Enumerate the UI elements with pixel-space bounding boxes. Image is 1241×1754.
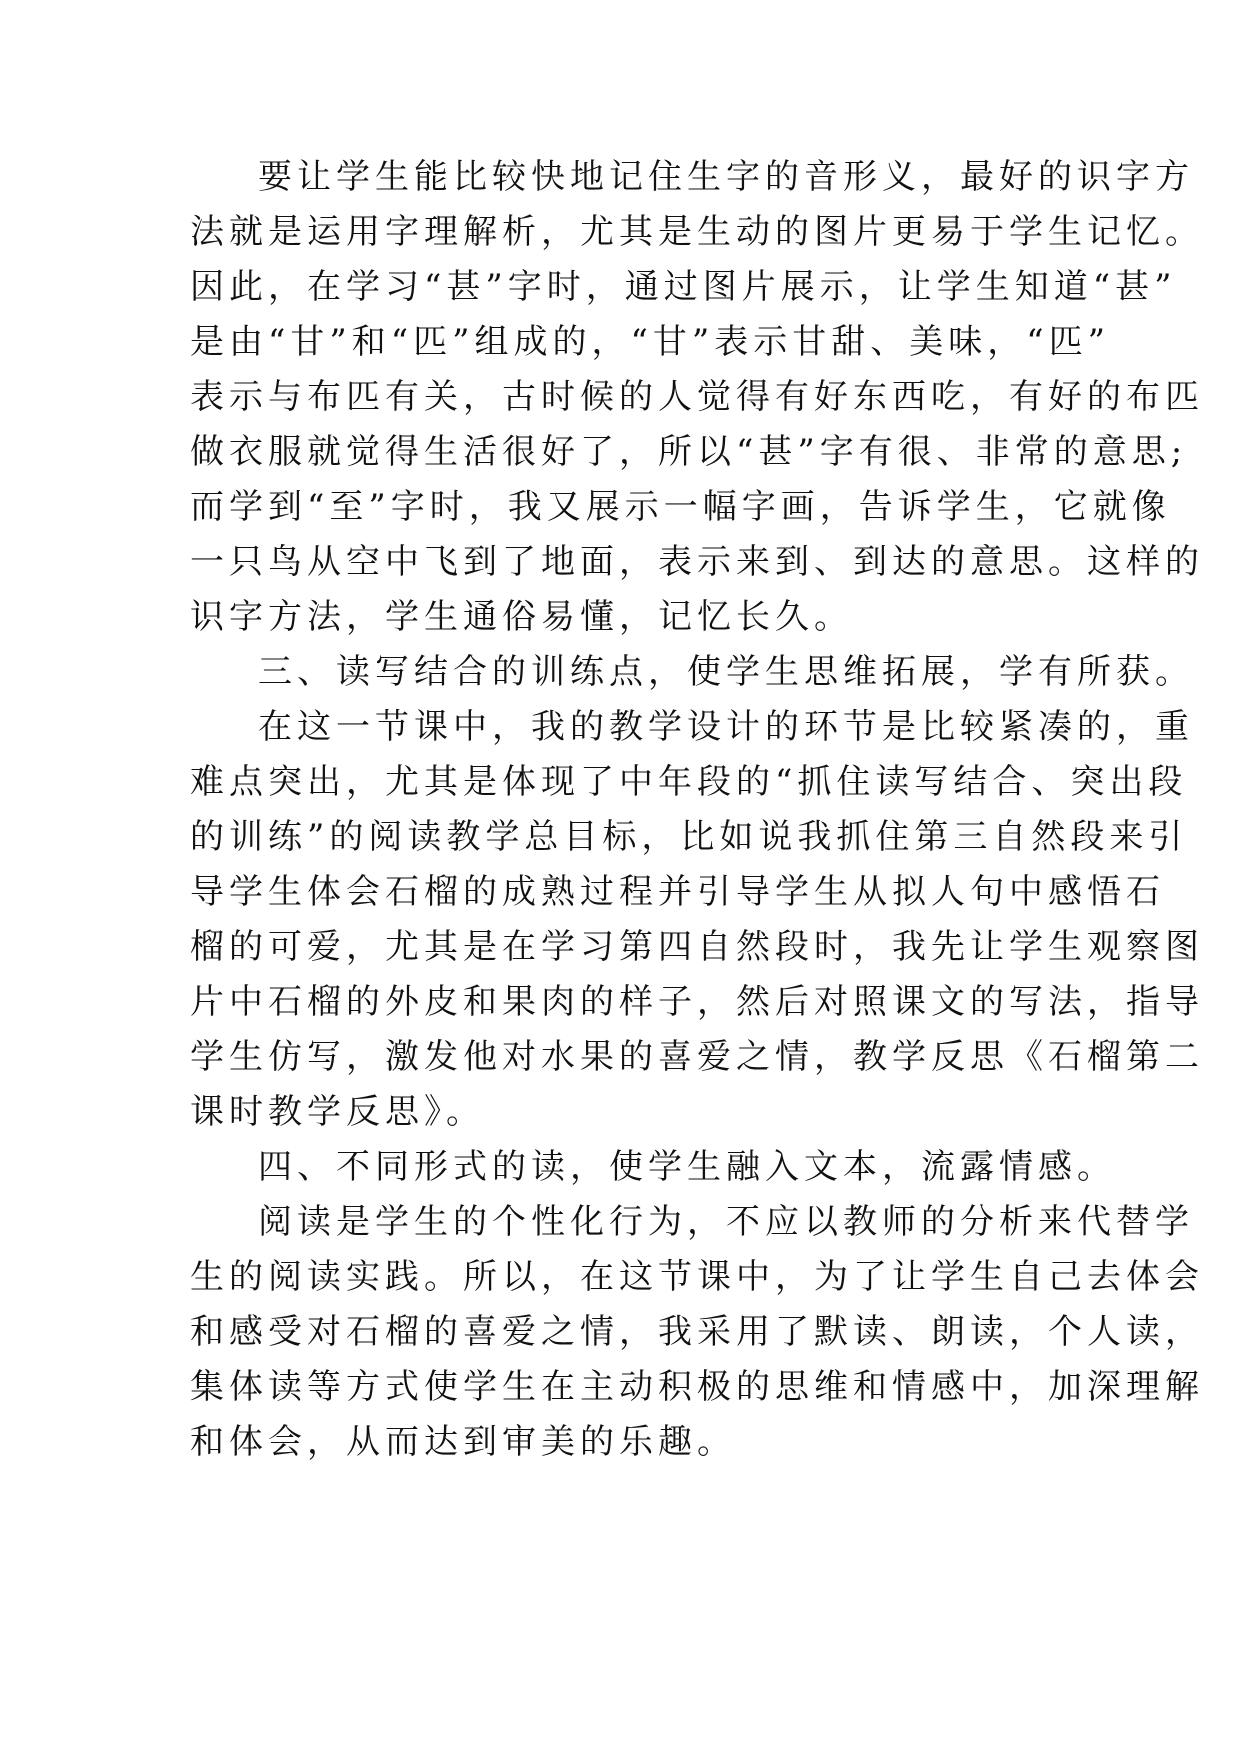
paragraph-line: 学生仿写，激发他对水果的喜爱之情，教学反思《石榴第二 (190, 1037, 1204, 1077)
paragraph-line: 表示与布匹有关，古时候的人觉得有好东西吃，有好的布匹 (190, 377, 1204, 417)
body-text (190, 150, 1204, 1470)
paragraph-line: 做衣服就觉得生活很好了，所以“甚”字有很、非常的意思; (190, 432, 1188, 472)
paragraph-line: 法就是运用字理解析，尤其是生动的图片更易于学生记忆。 (190, 212, 1204, 252)
section-heading: 三、读写结合的训练点，使学生思维拓展，学有所获。 (258, 652, 1194, 692)
paragraph-line: 识字方法，学生通俗易懂，记忆长久。 (190, 597, 853, 637)
paragraph-line: 因此，在学习“甚”字时，通过图片展示，让学生知道“甚” (190, 267, 1177, 307)
paragraph-line: 榴的可爱，尤其是在学习第四自然段时，我先让学生观察图 (190, 927, 1204, 967)
paragraph-line: 导学生体会石榴的成熟过程并引导学生从拟人句中感悟石 (190, 872, 1165, 912)
paragraph-line: 的训练”的阅读教学总目标，比如说我抓住第三自然段来引 (190, 817, 1188, 857)
paragraph-line: 片中石榴的外皮和果肉的样子，然后对照课文的写法，指导 (190, 982, 1204, 1022)
paragraph-line: 一只鸟从空中飞到了地面，表示来到、到达的意思。这样的 (190, 542, 1204, 582)
paragraph-line: 生的阅读实践。所以，在这节课中，为了让学生自己去体会 (190, 1257, 1204, 1297)
paragraph-line: 要让学生能比较快地记住生字的音形义，最好的识字方 (258, 157, 1194, 197)
section-heading: 四、不同形式的读，使学生融入文本，流露情感。 (258, 1147, 1116, 1187)
paragraph-line: 是由“甘”和“匹”组成的，“甘”表示甘甜、美味，“匹” (190, 322, 1111, 362)
paragraph-line: 难点突出，尤其是体现了中年段的“抓住读写结合、突出段 (190, 762, 1188, 802)
paragraph-line: 而学到“至”字时，我又展示一幅字画，告诉学生，它就像 (190, 487, 1171, 527)
paragraph-line: 课时教学反思》。 (190, 1092, 485, 1132)
paragraph-line: 阅读是学生的个性化行为，不应以教师的分析来代替学 (258, 1202, 1194, 1242)
paragraph-line: 在这一节课中，我的教学设计的环节是比较紧凑的，重 (258, 707, 1194, 747)
paragraph-line: 和感受对石榴的喜爱之情，我采用了默读、朗读，个人读， (190, 1312, 1204, 1352)
paragraph-line: 和体会，从而达到审美的乐趣。 (190, 1422, 736, 1462)
paragraph-line: 集体读等方式使学生在主动积极的思维和情感中，加深理解 (190, 1367, 1204, 1407)
